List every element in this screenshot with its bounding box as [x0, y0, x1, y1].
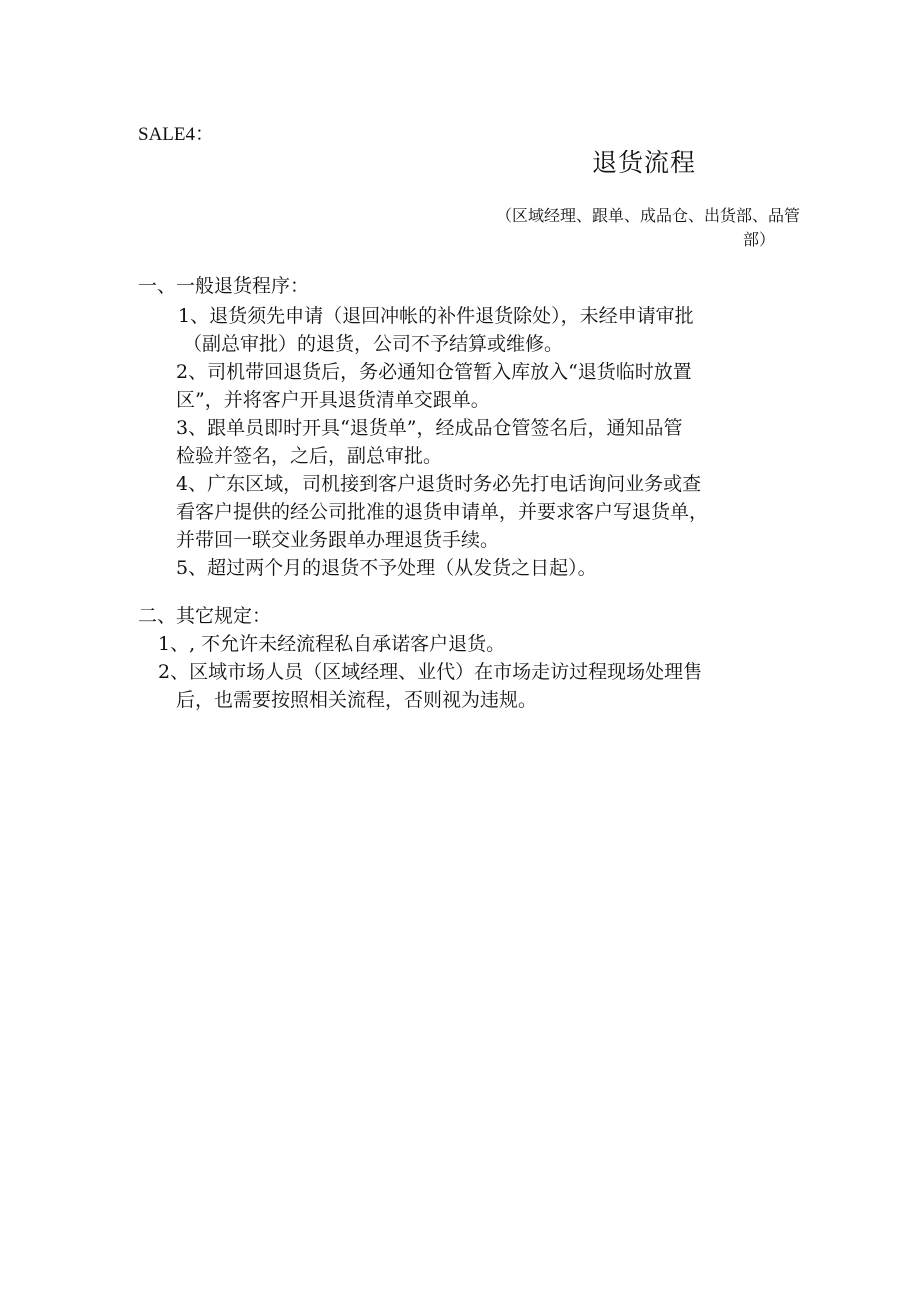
section-2-item-1: [158, 630, 505, 658]
item-line: 看客户提供的经公司批准的退货申请单，并要求客户写退货单，: [176, 501, 709, 523]
section-1-item-2: [176, 358, 692, 414]
section-1-item-3: [176, 414, 683, 470]
item-line: 区”，并将客户开具退货清单交跟单。: [176, 389, 490, 411]
item-line: 3、跟单员即时开具“退货单”，经成品仓管签名后，通知品管: [176, 417, 683, 439]
item-line: 后，也需要按照相关流程，否则视为违规。: [176, 689, 538, 711]
item-line: 检验并签名，之后，副总审批。: [176, 445, 443, 467]
section-1-item-4: [176, 470, 708, 554]
section-1-item-5: [176, 554, 597, 582]
item-line: 2、司机带回退货后，务必通知仓管暂入库放入“退货临时放置: [176, 361, 692, 383]
section-2-heading: 二、其它规定：: [138, 605, 272, 627]
item-line: 4、广东区域，司机接到客户退货时务必先打电话询问业务或查: [176, 473, 702, 495]
item-line: 1、, 不允许未经流程私自承诺客户退货。: [158, 633, 506, 655]
item-line: 2、区域市场人员（区域经理、业代）在市场走访过程现场处理售: [158, 661, 703, 683]
section-2-item-2: [158, 658, 702, 714]
item-line: 1、退货须先申请（退回冲帐的补件退货除处），未经申请审批: [178, 305, 694, 327]
item-line: （副总审批）的退货，公司不予结算或维修。: [183, 333, 564, 355]
section-1-item-1: [178, 302, 694, 358]
document-title: 退货流程: [592, 148, 697, 177]
departments-line-1: （区域经理、跟单、成品仓、出货部、品管: [495, 206, 800, 225]
departments-line-2: 部）: [742, 230, 775, 249]
item-line: 5、超过两个月的退货不予处理（从发货之日起）。: [176, 557, 597, 579]
document-code: SALE4：: [138, 124, 215, 145]
responsible-departments: [420, 204, 800, 252]
section-1-heading: 一、一般退货程序：: [138, 275, 310, 297]
item-line: 并带回一联交业务跟单办理退货手续。: [176, 529, 500, 551]
